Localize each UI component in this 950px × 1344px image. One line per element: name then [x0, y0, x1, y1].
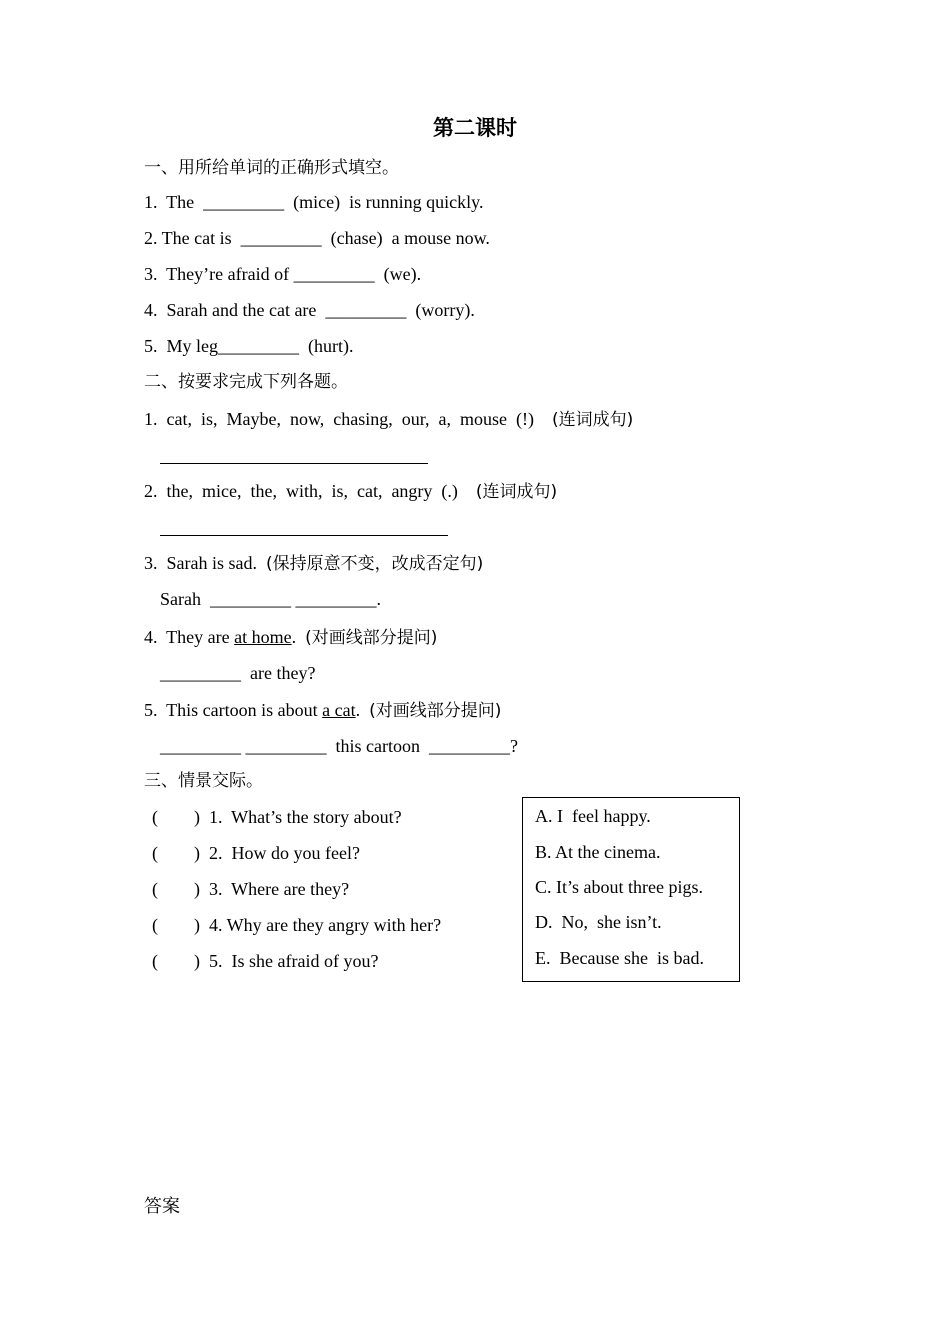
- section2-q4-answer: _________ are they?: [160, 663, 316, 683]
- section3-question-1: ( ) 1. What’s the story about?: [152, 807, 402, 827]
- section2-q5-answer: _________ _________ this cartoon _________?: [160, 736, 518, 756]
- section2-q1-note: (连词成句): [552, 410, 634, 430]
- section2-q1-answer-line: [160, 463, 428, 464]
- section2-q3-text: 3. Sarah is sad.: [144, 553, 266, 573]
- section2-q5-prefix: 5. This cartoon is about: [144, 700, 323, 720]
- section2-q2-note: (连词成句): [475, 482, 558, 502]
- section2-heading: 二、按要求完成下列各题。: [144, 372, 348, 392]
- page-title: 第二课时: [433, 116, 517, 140]
- section2-q3-answer: Sarah _________ _________.: [160, 589, 381, 609]
- section1-item-1: 1. The _________ (mice) is running quickly.: [144, 192, 484, 212]
- section3-question-4: ( ) 4. Why are they angry with her?: [152, 915, 442, 935]
- section3-question-5: ( ) 5. Is she afraid of you?: [152, 951, 379, 971]
- section2-q5-underlined: a cat: [322, 700, 356, 720]
- option-e: E. Because she is bad.: [535, 948, 704, 968]
- section2-q4-note: (对画线部分提问): [305, 628, 438, 648]
- section2-q3-note: (保持原意不变，改成否定句): [265, 554, 484, 574]
- option-c: C. It’s about three pigs.: [535, 877, 703, 897]
- section2-q4-prefix: 4. They are: [144, 627, 235, 647]
- section2-q2-answer-line: [160, 535, 448, 536]
- answers-label: 答案: [144, 1196, 180, 1217]
- option-a: A. I feel happy.: [535, 806, 651, 826]
- section2-q4-underlined: at home: [234, 627, 292, 647]
- section3-question-3: ( ) 3. Where are they?: [152, 879, 350, 899]
- section1-item-3: 3. They’re afraid of _________ (we).: [144, 264, 422, 284]
- section2-q5-note: (对画线部分提问): [369, 701, 502, 721]
- section1-item-5: 5. My leg_________ (hurt).: [144, 336, 354, 356]
- section2-q5: [144, 701, 501, 720]
- section2-q3: [144, 554, 483, 573]
- section3-question-2: ( ) 2. How do you feel?: [152, 843, 360, 863]
- section1-item-2: 2. The cat is _________ (chase) a mouse now.: [144, 228, 490, 248]
- section2-q1-text: 1. cat, is, Maybe, now, chasing, our, a, mouse (!): [144, 409, 535, 429]
- section1-heading: 一、用所给单词的正确形式填空。: [144, 158, 399, 178]
- option-b: B. At the cinema.: [535, 842, 661, 862]
- section2-q5-suffix: .: [355, 700, 370, 720]
- section2-q4: [144, 628, 437, 647]
- section2-q2: [144, 482, 557, 501]
- section2-q1: [144, 410, 633, 429]
- option-d: D. No, she isn’t.: [535, 912, 662, 932]
- section2-q4-suffix: .: [291, 627, 306, 647]
- section2-q2-text: 2. the, mice, the, with, is, cat, angry (.): [144, 481, 458, 501]
- section1-item-4: 4. Sarah and the cat are _________ (worry).: [144, 300, 475, 320]
- section3-heading: 三、情景交际。: [144, 771, 263, 791]
